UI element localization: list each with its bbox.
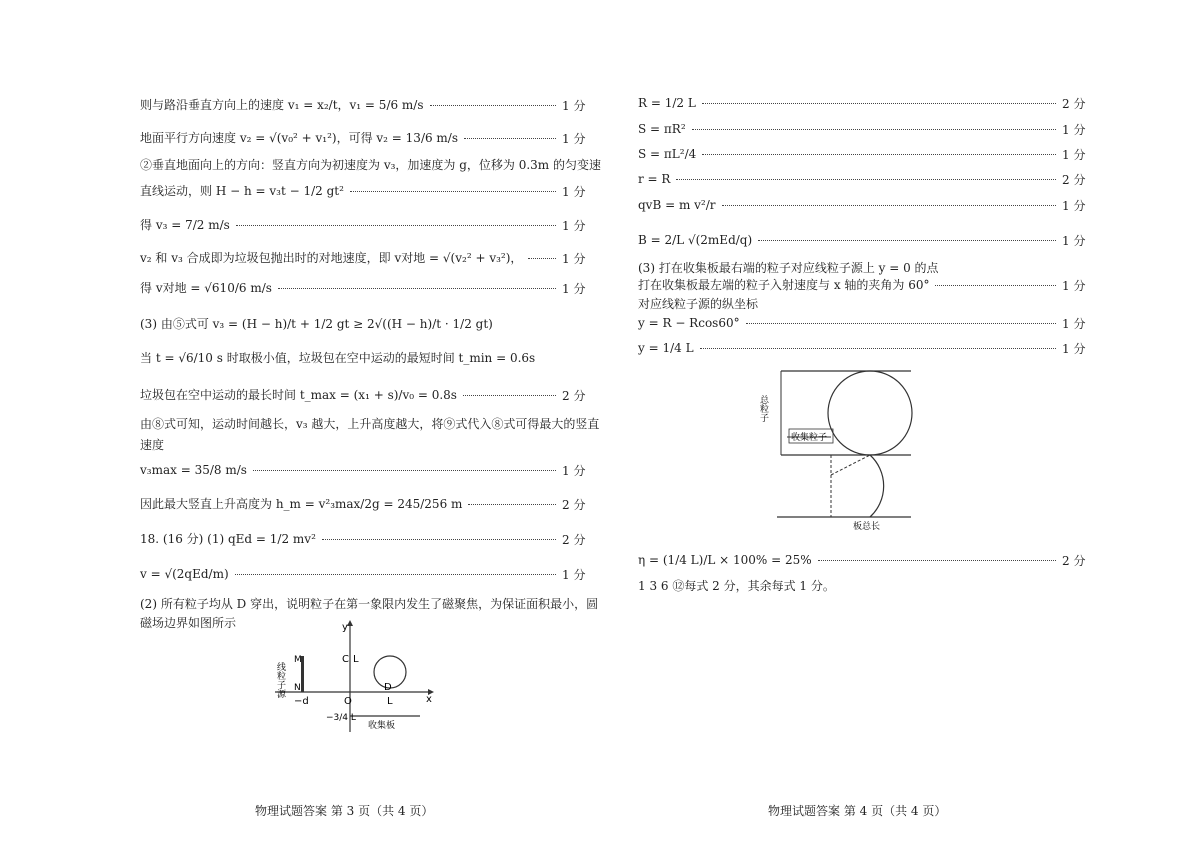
- score-label: 2 分: [562, 389, 586, 403]
- leader-dots: [818, 560, 1056, 561]
- score-label: 2 分: [562, 533, 586, 547]
- answer-line: [600, 197, 1200, 215]
- equation-text: 速度: [140, 438, 165, 452]
- leader-dots: [758, 240, 1056, 241]
- equation-text: 得 v₃ = 7/2 m/s: [140, 218, 230, 232]
- x-axis-label: x: [426, 694, 432, 705]
- leader-dots: [746, 323, 1056, 324]
- neg-d-label: −d: [294, 696, 309, 707]
- answer-line: [600, 260, 1200, 278]
- score-label: 2 分: [1062, 554, 1086, 568]
- answer-line: [0, 350, 600, 368]
- score-label: 1 分: [1062, 317, 1086, 331]
- leader-dots: [350, 191, 556, 192]
- page-footer: 物理试题答案 第 4 页（共 4 页）: [768, 804, 947, 818]
- equation-text: ②垂直地面向上的方向：竖直方向为初速度为 v₃，加速度为 g，位移为 0.3m 的匀变速: [140, 158, 601, 172]
- equation-text: R = 1/2 L: [638, 96, 696, 110]
- answer-line: [600, 171, 1200, 189]
- score-label: 1 分: [562, 464, 586, 478]
- leader-dots: [235, 574, 556, 575]
- score-label: 1 分: [562, 99, 586, 113]
- equation-text: 则与路沿垂直方向上的速度 v₁ = x₂/t，v₁ = 5/6 m/s: [140, 98, 424, 112]
- equation-text: S = πR²: [638, 122, 686, 136]
- answer-line: [0, 596, 600, 614]
- answer-line: [0, 250, 600, 268]
- equation-text: 地面平行方向速度 v₂ = √(v₀² + v₁²)，可得 v₂ = 13/6 m/s: [140, 131, 459, 145]
- leader-dots: [322, 539, 556, 540]
- page-footer: 物理试题答案 第 3 页（共 4 页）: [255, 804, 434, 818]
- answer-line: [0, 496, 600, 514]
- equation-text: 对应线粒子源的纵坐标: [638, 297, 759, 311]
- answer-line: [600, 121, 1200, 139]
- score-label: 2 分: [1062, 173, 1086, 187]
- source-label: 线粒子源: [275, 662, 285, 698]
- equation-text: r = R: [638, 172, 671, 186]
- leader-dots: [700, 348, 1056, 349]
- equation-text: 直线运动，则 H − h = v₃t − 1/2 gt²: [140, 184, 344, 198]
- answer-line: [600, 232, 1200, 250]
- answer-line: [0, 217, 600, 235]
- leader-dots: [692, 129, 1056, 130]
- y-axis-label: y: [342, 622, 348, 633]
- score-label: 1 分: [562, 252, 586, 266]
- answer-page-4: [600, 0, 1200, 849]
- equation-text: 18. (16 分) (1) qEd = 1/2 mv²: [140, 532, 316, 546]
- answer-line: [0, 566, 600, 584]
- equation-text: S = πL²/4: [638, 147, 697, 161]
- leader-dots: [278, 288, 556, 289]
- answer-line: [0, 437, 600, 455]
- total-particles-label: 总粒子: [758, 395, 768, 422]
- leader-dots: [528, 258, 556, 259]
- collected-particles-label: 收集粒子: [791, 433, 828, 443]
- answer-line: [0, 462, 600, 480]
- equation-text: 垃圾包在空中运动的最长时间 t_max = (x₁ + s)/v₀ = 0.8s: [140, 388, 457, 402]
- magnetic-focus-diagram: [270, 620, 440, 740]
- answer-line: [600, 277, 1200, 295]
- collector-value-label: −3/4 L: [326, 713, 356, 723]
- answer-line: [0, 280, 600, 298]
- score-label: 1 分: [562, 568, 586, 582]
- leader-dots: [468, 504, 556, 505]
- equation-text: y = R − Rcos60°: [638, 316, 740, 330]
- answer-line: [600, 340, 1200, 358]
- equation-text: 因此最大竖直上升高度为 h_m = v²₃max/2g = 245/256 m: [140, 497, 463, 511]
- leader-dots: [464, 138, 556, 139]
- answer-line: [0, 130, 600, 148]
- plate-length-label: 板总长: [853, 522, 881, 532]
- c-point-label: C: [342, 654, 349, 665]
- equation-text: η = (1/4 L)/L × 100% = 25%: [638, 553, 812, 567]
- equation-text: 得 v对地 = √610/6 m/s: [140, 281, 272, 295]
- leader-dots: [935, 285, 1056, 286]
- answer-line: [600, 95, 1200, 113]
- score-label: 1 分: [562, 185, 586, 199]
- m-label: M: [294, 655, 302, 665]
- c-value-label: L: [353, 654, 359, 665]
- leader-dots: [702, 154, 1056, 155]
- leader-dots: [463, 395, 556, 396]
- equation-text: 打在收集板最左端的粒子入射速度与 x 轴的夹角为 60°: [638, 278, 930, 292]
- score-label: 2 分: [1062, 97, 1086, 111]
- score-label: 1 分: [1062, 342, 1086, 356]
- equation-text: (2) 所有粒子均从 D 穿出，说明粒子在第一象限内发生了磁聚焦，为保证面积最小，圆: [140, 597, 599, 611]
- leader-dots: [236, 225, 556, 226]
- n-label: N: [294, 683, 301, 693]
- equation-text: (3) 打在收集板最右端的粒子对应线粒子源上 y = 0 的点: [638, 261, 939, 275]
- leader-dots: [722, 205, 1056, 206]
- equation-text: 由⑧式可知，运动时间越长，v₃ 越大，上升高度越大，将⑨式代入⑧式可得最大的竖直: [140, 417, 600, 431]
- score-label: 1 分: [1062, 279, 1086, 293]
- leader-dots: [253, 470, 556, 471]
- answer-line: [0, 183, 600, 201]
- equation-text: y = 1/4 L: [638, 341, 694, 355]
- d-point-label: D: [384, 682, 392, 693]
- origin-label: O: [344, 696, 352, 707]
- score-label: 1 分: [1062, 234, 1086, 248]
- equation-text: 当 t = √6/10 s 时取极小值，垃圾包在空中运动的最短时间 t_min = 0.6s: [140, 351, 536, 365]
- collection-diagram: [758, 365, 945, 535]
- answer-line: [0, 316, 600, 334]
- equation-text: v₂ 和 v₃ 合成即为垃圾包抛出时的对地速度，即 v对地 = √(v₂² + v₃²)，: [140, 251, 523, 265]
- answer-line: [600, 315, 1200, 333]
- score-label: 1 分: [1062, 199, 1086, 213]
- answer-line: [0, 416, 600, 434]
- equation-text: B = 2/L √(2mEd/q): [638, 233, 753, 247]
- equation-text: (3) 由⑤式可 v₃ = (H − h)/t + 1/2 gt ≥ 2√((H − h)/t · 1/2 gt): [140, 317, 493, 331]
- score-label: 1 分: [1062, 123, 1086, 137]
- leader-dots: [430, 105, 556, 106]
- l-mark-label: L: [387, 696, 393, 707]
- answer-line: [0, 97, 600, 115]
- answer-line: [0, 387, 600, 405]
- answer-line: [0, 531, 600, 549]
- equation-text: 磁场边界如图所示: [140, 616, 237, 630]
- leader-dots: [702, 103, 1056, 104]
- score-label: 1 分: [562, 282, 586, 296]
- score-label: 1 分: [1062, 148, 1086, 162]
- equation-text: v₃max = 35/8 m/s: [140, 463, 247, 477]
- score-label: 1 分: [562, 219, 586, 233]
- answer-line: [600, 146, 1200, 164]
- answer-line: [0, 157, 600, 175]
- answer-line: [600, 296, 1200, 314]
- score-label: 2 分: [562, 498, 586, 512]
- scoring-note: 1 3 6 ⑫每式 2 分，其余每式 1 分。: [638, 579, 835, 593]
- efficiency-line: [600, 552, 1200, 570]
- leader-dots: [676, 179, 1056, 180]
- score-label: 1 分: [562, 132, 586, 146]
- equation-text: v = √(2qEd/m): [140, 567, 229, 581]
- collector-label: 收集板: [368, 721, 396, 731]
- equation-text: qvB = m v²/r: [638, 198, 716, 212]
